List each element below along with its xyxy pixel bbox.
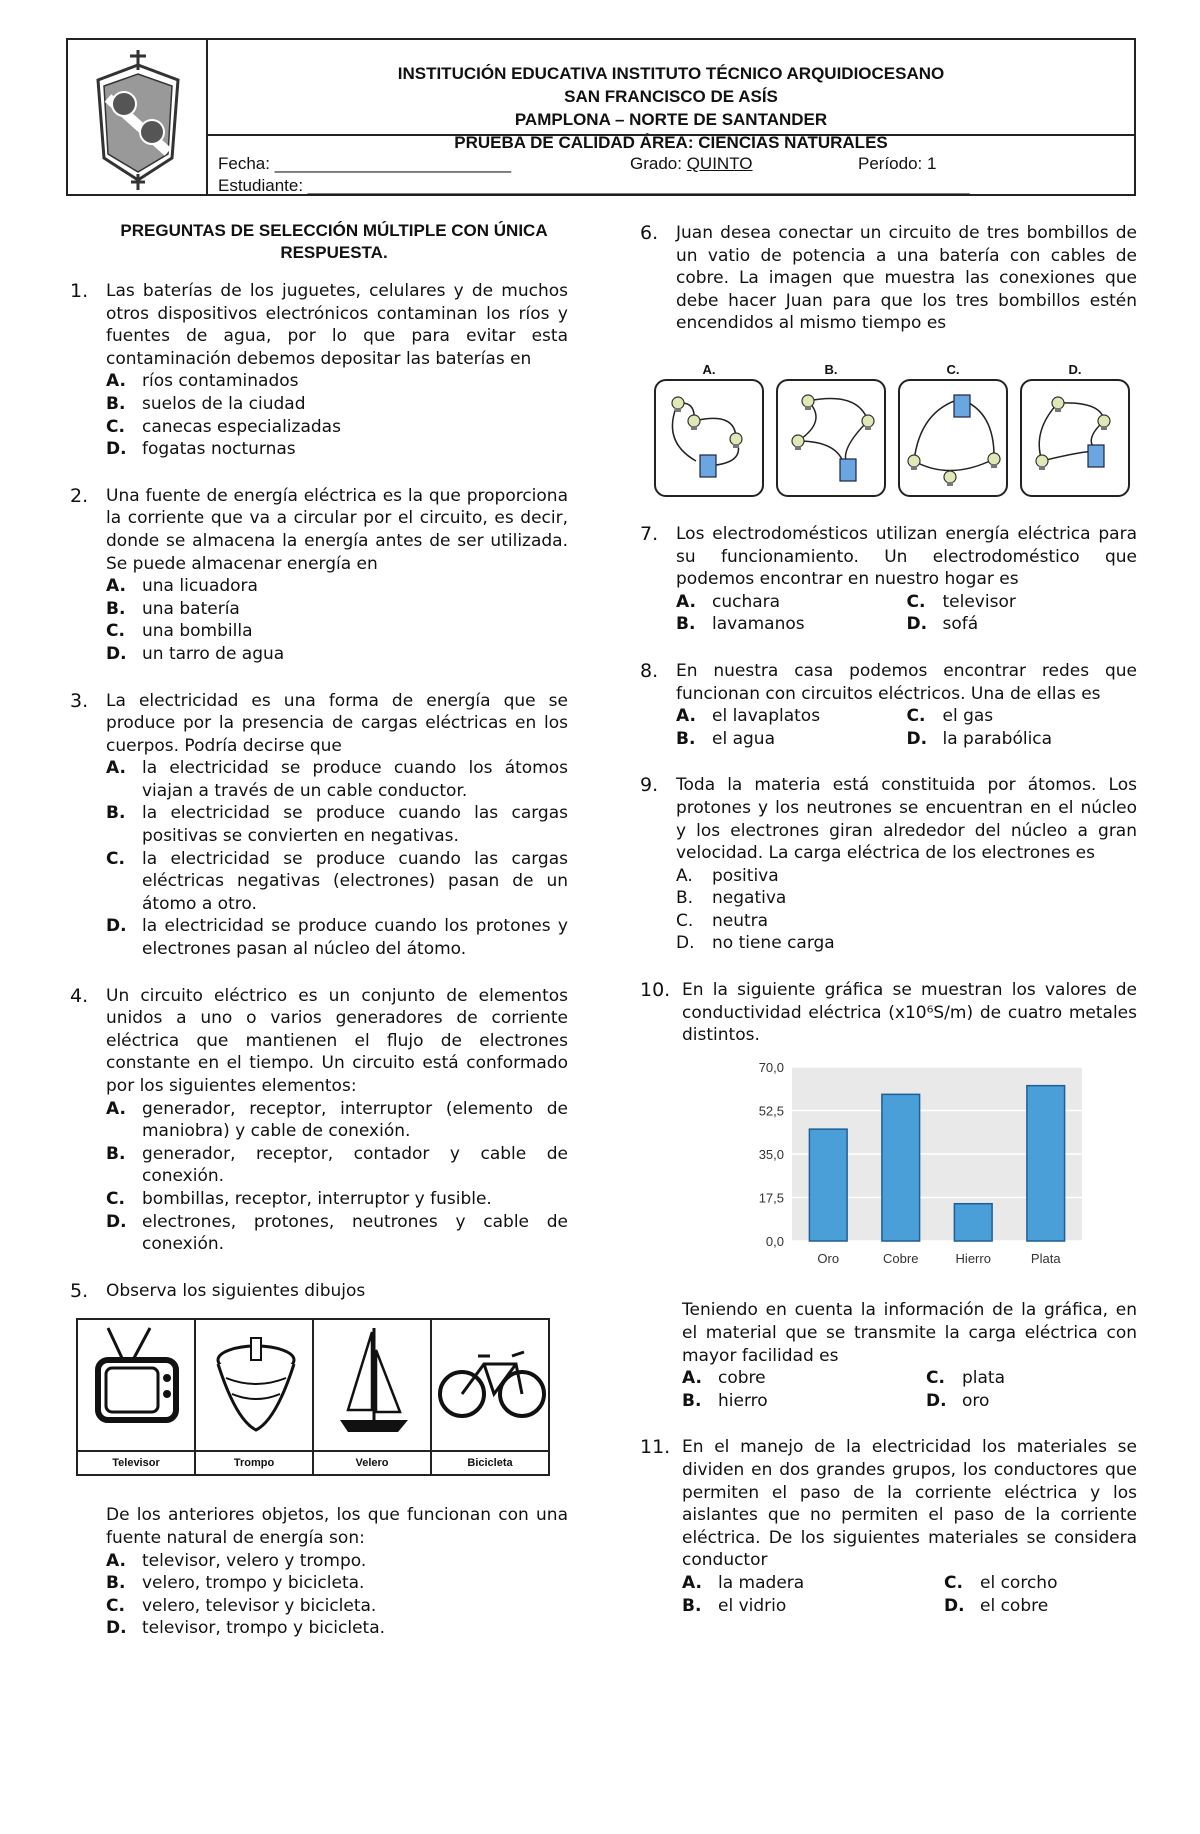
- question-text: Los electrodomésticos utilizan energía eléctrica para su funcionamiento. Un electrodoméstico que podemos encontrar en nuestro hogar es: [676, 523, 1137, 590]
- option-text: el cobre: [980, 1595, 1049, 1616]
- option-text: televisor, trompo y bicicleta.: [142, 1618, 386, 1639]
- option-text: el agua: [712, 728, 775, 749]
- tv-drawing-icon: [78, 1320, 196, 1450]
- circuit-drawing-icon: [778, 381, 884, 495]
- institution-location: PAMPLONA – NORTE DE SANTANDER: [514, 110, 828, 129]
- option-letter: D.: [106, 916, 127, 937]
- option-text: cuchara: [712, 591, 781, 612]
- option-letter: D.: [106, 1618, 127, 1639]
- option-letter: B.: [106, 803, 126, 824]
- option-text: televisor: [942, 591, 1016, 612]
- x-tick-label: Oro: [817, 1250, 840, 1266]
- x-tick-label: Plata: [1030, 1250, 1061, 1266]
- question-number: 10.: [640, 979, 671, 1002]
- bar-oro: [809, 1129, 847, 1241]
- left-column: [30, 220, 568, 1664]
- option-letter: C.: [906, 706, 926, 727]
- option-a[interactable]: [676, 591, 907, 614]
- question-text: En el manejo de la electricidad los materiales se dividen en dos grandes grupos, los conductores que permiten el paso de la corriente eléctrica y los aislantes que no permiten el paso de la corriente eléctrica. De los siguientes materiales se considera conductor: [682, 1437, 1137, 1571]
- option-text: positiva: [712, 865, 779, 886]
- question-number: 8.: [640, 659, 659, 682]
- objects-figure: [76, 1318, 550, 1476]
- option-letter: C.: [106, 621, 125, 642]
- option-letter: C.: [676, 910, 694, 931]
- option-letter: C.: [944, 1572, 963, 1593]
- option-c[interactable]: [907, 705, 1138, 728]
- options-list: [106, 370, 568, 460]
- section-title: PREGUNTAS DE SELECCIÓN MÚLTIPLE CON ÚNICA RESPUESTA.: [120, 221, 548, 262]
- option-text: un tarro de agua: [142, 643, 285, 664]
- question-3: [30, 690, 568, 961]
- question-text: Un circuito eléctrico es un conjunto de elementos unidos a uno o varios generadores de corriente eléctrica que mantienen el flujo de electrones constante en el tiempo. Un circuito está conformado por los siguientes elementos:: [106, 985, 568, 1096]
- circuit-drawing-icon: [1022, 381, 1128, 495]
- option-b[interactable]: [676, 613, 907, 636]
- option-text: la electricidad se produce cuando las cargas positivas se convierten en negativas.: [142, 803, 568, 847]
- option-text: el gas: [942, 706, 994, 727]
- option-text: neutra: [712, 910, 769, 931]
- option-d[interactable]: [106, 1617, 568, 1640]
- grado-value: QUINTO: [686, 154, 753, 173]
- option-text: la electricidad se produce cuando los átomos viajan a través de un cable conductor.: [142, 758, 568, 801]
- question-text: Una fuente de energía eléctrica es la que proporciona la corriente que va a circular por el circuito, es decir, donde se almacena la energía antes de ser utilizada. Se puede almacenar energía en: [106, 485, 568, 574]
- exam-title: PRUEBA DE CALIDAD ÁREA: CIENCIAS NATURALES: [454, 133, 888, 152]
- option-letter: A.: [106, 1550, 126, 1571]
- option-text: velero, televisor y bicicleta.: [142, 1595, 377, 1616]
- grado-label: Grado:: [630, 154, 687, 173]
- figure-caption: Velero: [314, 1450, 430, 1474]
- question-10: [640, 979, 1137, 1412]
- circuit-drawing-icon: [900, 381, 1006, 495]
- question-text: Juan desea conectar un circuito de tres bombillos de un vatio de potencia a una batería con cables de cobre. La imagen que muestra las conexiones que debe hacer Juan para que los tres bombillos estén encendidos al mismo tiempo es: [676, 223, 1137, 334]
- question-4: [30, 985, 568, 1256]
- option-text: lavamanos: [712, 614, 805, 635]
- option-a[interactable]: [682, 1572, 944, 1595]
- question-8: [640, 660, 1137, 750]
- option-b[interactable]: [106, 393, 568, 416]
- option-letter: A.: [682, 1368, 702, 1389]
- circuit-option-a[interactable]: [654, 361, 764, 497]
- question-text: Observa los siguientes dibujos: [106, 1280, 366, 1301]
- option-text: una licuadora: [142, 576, 258, 597]
- option-letter: C.: [106, 848, 125, 869]
- option-letter: B.: [676, 728, 696, 749]
- question-number: 6.: [640, 222, 659, 244]
- option-letter: B.: [682, 1390, 702, 1411]
- circuit-option-d[interactable]: [1020, 361, 1130, 497]
- option-text: negativa: [712, 888, 787, 909]
- option-letter: D.: [106, 1211, 127, 1232]
- option-b[interactable]: [106, 1143, 568, 1188]
- options-list: [106, 757, 568, 960]
- option-d[interactable]: [106, 438, 568, 461]
- estudiante-field[interactable]: Estudiante: ______________________________________________________________________: [218, 176, 970, 195]
- option-c[interactable]: [106, 848, 568, 916]
- option-c[interactable]: [106, 416, 568, 439]
- option-letter: D.: [676, 933, 695, 954]
- figure-cell-bike: [432, 1320, 548, 1474]
- x-tick-label: Hierro: [955, 1250, 991, 1266]
- institution-subtitle: SAN FRANCISCO DE ASÍS: [564, 87, 778, 106]
- option-letter: A.: [676, 706, 696, 727]
- option-text: velero, trompo y bicicleta.: [142, 1573, 365, 1594]
- option-text: la madera: [718, 1572, 805, 1593]
- option-text: ríos contaminados: [142, 371, 299, 392]
- option-text: electrones, protones, neutrones y cable de conexión.: [142, 1211, 568, 1255]
- exam-header: [66, 38, 1136, 196]
- question-11: [640, 1436, 1137, 1617]
- option-b[interactable]: [106, 598, 568, 621]
- option-c[interactable]: [676, 910, 1137, 933]
- bar-cobre: [882, 1094, 920, 1241]
- option-d[interactable]: [907, 728, 1138, 751]
- option-letter: A.: [676, 591, 696, 612]
- option-letter: B.: [106, 598, 126, 619]
- option-letter: C.: [106, 1188, 125, 1209]
- question-5: [30, 1280, 568, 1640]
- question-number: 4.: [70, 984, 89, 1007]
- option-c[interactable]: [106, 1188, 568, 1211]
- question-text: Toda la materia está constituida por átomos. Los protones y los neutrones se encuentran en el núcleo y los electrones giran alrededor del núcleo a gran velocidad. La carga eléctrica de los electrones es: [676, 775, 1137, 864]
- figure-caption: Televisor: [78, 1450, 194, 1474]
- question-1: [30, 280, 568, 461]
- question-text-2: Teniendo en cuenta la información de la gráfica, en el material que se transmite la carga eléctrica con mayor facilidad es: [682, 1300, 1137, 1366]
- circuit-options-figure: [640, 361, 1137, 497]
- institution-name: INSTITUCIÓN EDUCATIVA INSTITUTO TÉCNICO ARQUIDIOCESANO: [397, 64, 945, 83]
- option-d[interactable]: [106, 915, 568, 960]
- circuit-option-b[interactable]: [776, 361, 886, 497]
- option-b[interactable]: [676, 887, 1137, 910]
- question-9: [640, 774, 1137, 955]
- header-divider: [208, 134, 1134, 136]
- figure-cell-top: [196, 1320, 314, 1474]
- option-letter: D.: [944, 1595, 965, 1616]
- option-letter: A.: [682, 1572, 702, 1593]
- option-a[interactable]: [106, 1550, 568, 1573]
- bar-chart: [740, 1055, 1088, 1275]
- option-b[interactable]: [106, 802, 568, 847]
- option-letter: A.: [106, 1098, 126, 1119]
- option-d[interactable]: [676, 932, 1137, 955]
- option-letter: B.: [676, 888, 694, 909]
- top-drawing-icon: [196, 1320, 314, 1450]
- question-number: 9.: [640, 774, 659, 797]
- option-letter: D.: [106, 643, 127, 664]
- figure-caption: Bicicleta: [432, 1450, 548, 1474]
- options-list: [106, 1098, 568, 1256]
- option-text: televisor, velero y trompo.: [142, 1550, 367, 1571]
- option-text: la parabólica: [942, 728, 1053, 749]
- option-d[interactable]: [907, 613, 1138, 636]
- option-letter: C.: [106, 416, 125, 437]
- option-text: no tiene carga: [712, 933, 835, 954]
- option-letter: A.: [106, 758, 126, 779]
- option-a[interactable]: [676, 705, 907, 728]
- figure-caption: Trompo: [196, 1450, 312, 1474]
- question-text: Las baterías de los juguetes, celulares y de muchos otros dispositivos electrónicos contaminan los ríos y fuentes de agua, por lo que para evitar esta contaminación debemos depositar las baterías en: [106, 281, 568, 369]
- option-text: generador, receptor, contador y cable de conexión.: [142, 1143, 568, 1187]
- option-letter: D.: [106, 439, 127, 460]
- option-letter: A.: [676, 865, 693, 886]
- options-list: [682, 1572, 1137, 1617]
- question-6: [640, 222, 1137, 497]
- option-a[interactable]: [682, 1367, 926, 1390]
- option-text: sofá: [942, 614, 979, 635]
- option-text: el vidrio: [718, 1595, 787, 1616]
- circuit-option-c[interactable]: [898, 361, 1008, 497]
- question-text: En la siguiente gráfica se muestran los valores de conductividad eléctrica (x10⁶S/m) de cuatro metales distintos.: [682, 980, 1137, 1046]
- option-letter: D.: [906, 728, 928, 749]
- option-c[interactable]: [926, 1367, 1137, 1390]
- y-tick-label: 35,0: [758, 1146, 784, 1162]
- option-d[interactable]: [926, 1390, 1137, 1413]
- school-logo: [68, 40, 208, 194]
- option-letter: B.: [106, 1573, 126, 1594]
- options-list: [682, 1367, 1137, 1412]
- option-text: generador, receptor, interruptor (elemento de maniobra) y cable de conexión.: [142, 1098, 568, 1142]
- figure-cell-tv: [78, 1320, 196, 1474]
- option-b[interactable]: [106, 1572, 568, 1595]
- option-text: bombillas, receptor, interruptor y fusible.: [142, 1188, 492, 1209]
- question-text-2: De los anteriores objetos, los que funcionan con una fuente natural de energía son:: [106, 1505, 568, 1548]
- y-tick-label: 70,0: [758, 1059, 784, 1075]
- bar-plata: [1027, 1085, 1065, 1240]
- option-text: cobre: [718, 1368, 766, 1389]
- circuit-label: B.: [824, 361, 838, 377]
- boat-drawing-icon: [314, 1320, 432, 1450]
- option-letter: B.: [106, 1143, 126, 1164]
- option-c[interactable]: [106, 620, 568, 643]
- circuit-label: C.: [946, 361, 960, 377]
- option-letter: A.: [106, 576, 126, 597]
- option-text: la electricidad se produce cuando los protones y electrones pasan al núcleo del átomo.: [142, 916, 568, 960]
- y-tick-label: 17,5: [758, 1190, 784, 1206]
- question-text: La electricidad es una forma de energía que se produce por la presencia de cargas eléctricas en los cuerpos. Podría decirse que: [106, 690, 568, 756]
- option-letter: B.: [676, 614, 696, 635]
- circuit-drawing-icon: [656, 381, 762, 495]
- question-text: En nuestra casa podemos encontrar redes que funcionan con circuitos eléctricos. Una de ellas es: [676, 660, 1137, 704]
- option-text: una bombilla: [142, 621, 253, 642]
- question-2: [30, 485, 568, 666]
- x-tick-label: Cobre: [883, 1250, 919, 1266]
- y-tick-label: 52,5: [758, 1103, 784, 1119]
- option-text: la electricidad se produce cuando las cargas eléctricas negativas (electrones) pasan de un átomo a otro.: [142, 848, 568, 914]
- option-b[interactable]: [682, 1595, 944, 1618]
- option-c[interactable]: [944, 1572, 1137, 1595]
- option-text: canecas especializadas: [142, 416, 341, 437]
- option-b[interactable]: [676, 728, 907, 751]
- option-a[interactable]: [106, 575, 568, 598]
- question-7: [640, 523, 1137, 636]
- option-letter: C.: [906, 591, 926, 612]
- circuit-label: A.: [702, 361, 716, 377]
- option-letter: C.: [106, 1595, 125, 1616]
- fecha-field[interactable]: Fecha: _________________________: [218, 154, 512, 173]
- option-letter: D.: [906, 614, 928, 635]
- option-letter: D.: [926, 1390, 947, 1411]
- question-number: 1.: [70, 280, 89, 302]
- option-letter: B.: [682, 1595, 702, 1616]
- question-number: 5.: [70, 1279, 89, 1302]
- question-number: 7.: [640, 522, 659, 545]
- bar-hierro: [954, 1204, 992, 1241]
- option-text: plata: [962, 1368, 1006, 1389]
- right-column: [640, 222, 1137, 1641]
- options-list: [676, 591, 1137, 636]
- periodo-field: Período: 1: [858, 154, 937, 173]
- options-list: [30, 1550, 568, 1640]
- options-list: [676, 705, 1137, 750]
- question-number: 2.: [70, 484, 89, 507]
- option-a[interactable]: [676, 865, 1137, 888]
- y-tick-label: 0,0: [765, 1233, 784, 1249]
- option-a[interactable]: [106, 757, 568, 802]
- option-text: hierro: [718, 1390, 768, 1411]
- option-text: una batería: [142, 598, 240, 619]
- options-list: [106, 575, 568, 665]
- grado-field: [630, 154, 753, 174]
- option-text: el lavaplatos: [712, 706, 821, 727]
- option-text: suelos de la ciudad: [142, 393, 306, 414]
- conductivity-chart: [740, 1055, 1137, 1282]
- option-letter: A.: [106, 371, 126, 392]
- options-list: [676, 865, 1137, 955]
- option-text: el corcho: [980, 1572, 1058, 1593]
- option-c[interactable]: [106, 1595, 568, 1618]
- option-letter: C.: [926, 1368, 945, 1389]
- option-a[interactable]: [106, 1098, 568, 1143]
- option-c[interactable]: [907, 591, 1138, 614]
- option-b[interactable]: [682, 1390, 926, 1413]
- option-text: fogatas nocturnas: [142, 439, 296, 460]
- option-letter: B.: [106, 393, 126, 414]
- option-text: oro: [962, 1390, 990, 1411]
- figure-cell-boat: [314, 1320, 432, 1474]
- bike-drawing-icon: [432, 1320, 550, 1450]
- option-d[interactable]: [106, 643, 568, 666]
- option-a[interactable]: [106, 370, 568, 393]
- circuit-label: D.: [1068, 361, 1082, 377]
- question-number: 3.: [70, 689, 89, 712]
- option-d[interactable]: [944, 1595, 1137, 1618]
- question-number: 11.: [640, 1436, 671, 1459]
- option-d[interactable]: [106, 1211, 568, 1256]
